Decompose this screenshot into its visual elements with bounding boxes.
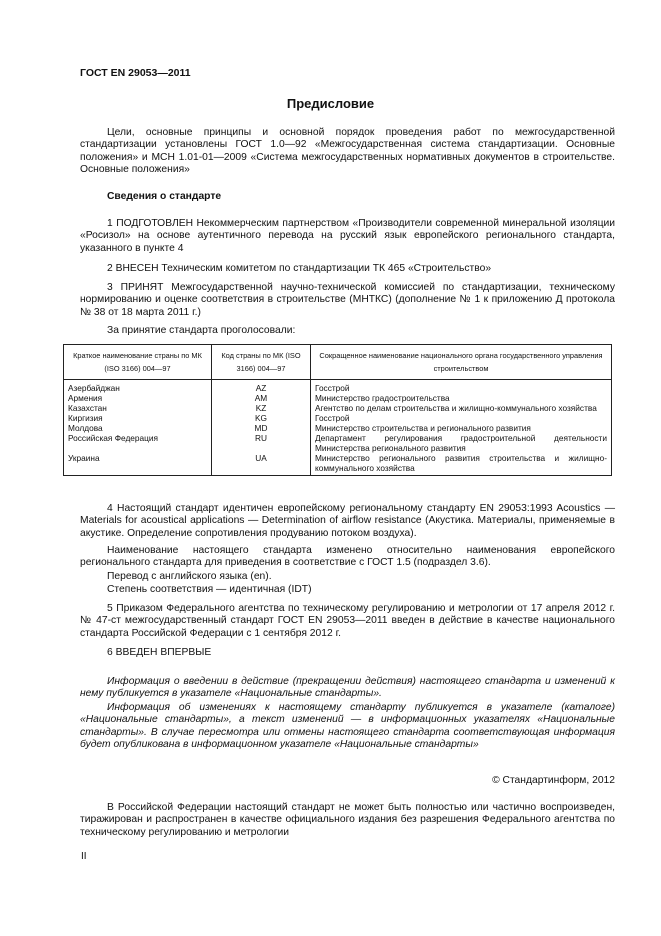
table-header-country: Краткое наименование страны по МК (ISO 3166) 004—97 bbox=[64, 345, 212, 380]
item-6: 6 ВВЕДЕН ВПЕРВЫЕ bbox=[107, 647, 212, 658]
table-header-code: Код страны по МК (ISO 3166) 004—97 bbox=[212, 345, 311, 380]
authority-cell: Департамент регулирования градостроительной деятельности Министерства регионального развития bbox=[311, 433, 612, 453]
table-row bbox=[64, 393, 612, 403]
item-4-name-note: Наименование настоящего стандарта изменено относительно наименования европейского регионального стандарта для приведения в соответствие с ГОСТ 1.5 (подраздел 3.6). bbox=[80, 545, 615, 569]
authority-cell: Министерство строительства и регионального развития bbox=[311, 423, 612, 433]
voting-table bbox=[63, 344, 612, 476]
country-cell: Азербайджан bbox=[64, 380, 212, 394]
code-cell: KZ bbox=[212, 403, 311, 413]
authority-cell: Госстрой bbox=[311, 380, 612, 394]
page-title: Предисловие bbox=[286, 96, 375, 111]
item-4-degree: Степень соответствия — идентичная (IDT) bbox=[107, 584, 312, 595]
code-cell: KG bbox=[212, 413, 311, 423]
code-cell: MD bbox=[212, 423, 311, 433]
country-cell: Российская Федерация bbox=[64, 433, 212, 453]
reproduction-notice: В Российской Федерации настоящий стандарт не может быть полностью или частично воспроизведен, тиражирован и распространен в качестве официального издания без разрешения Федерального агентства по техническому регулированию и метрологии bbox=[80, 802, 615, 838]
country-cell: Киргизия bbox=[64, 413, 212, 423]
country-cell: Армения bbox=[64, 393, 212, 403]
section-heading: Сведения о стандарте bbox=[107, 191, 222, 202]
item-4: 4 Настоящий стандарт идентичен европейскому региональному стандарту EN 29053:1993 Acoustics — Materials for acoustical applications — Determination of airflow resistance (Акустика. Материалы, применяемые в акустике. Определение сопротивления продуванию потоком воздуха). bbox=[80, 503, 615, 539]
table-row bbox=[64, 423, 612, 433]
table-row bbox=[64, 453, 612, 476]
country-cell: Украина bbox=[64, 453, 212, 476]
copyright-line: © Стандартинформ, 2012 bbox=[492, 775, 615, 786]
page-number: II bbox=[81, 851, 87, 862]
code-cell: RU bbox=[212, 433, 311, 453]
notice-changes: Информация об изменениях к настоящему стандарту публикуется в указателе (каталоге) «Национальные стандарты», а текст изменений — в информационных указателях «Национальные стандарты». В случае пересмотра или отмены настоящего стандарта соответствующая информация будет опубликована в информационном указателе «Национальные стандарты» bbox=[80, 702, 615, 751]
table-header-authority: Сокращенное наименование национального органа государственного управления строительством bbox=[311, 345, 612, 380]
notice-introduction: Информация о введении в действие (прекращении действия) настоящего стандарта и изменений к нему публикуется в указателе «Национальные стандарты». bbox=[80, 676, 615, 700]
item-3: 3 ПРИНЯТ Межгосударственной научно-технической комиссией по стандартизации, техническому нормированию и оценке соответствия в строительстве (МНТКС) (дополнение № 1 к приложению Д протокола № 38 от 18 марта 2011 г.) bbox=[80, 282, 615, 318]
authority-cell: Министерство регионального развития строительства и жилищно-коммунального хозяйства bbox=[311, 453, 612, 476]
table-row bbox=[64, 413, 612, 423]
item-4-translation: Перевод с английского языка (en). bbox=[107, 571, 272, 582]
country-cell: Молдова bbox=[64, 423, 212, 433]
table-row bbox=[64, 433, 612, 453]
table-row bbox=[64, 380, 612, 394]
table-header-row bbox=[64, 345, 612, 380]
code-cell: AM bbox=[212, 393, 311, 403]
code-cell: UA bbox=[212, 453, 311, 476]
country-cell: Казахстан bbox=[64, 403, 212, 413]
item-2: 2 ВНЕСЕН Техническим комитетом по стандартизации ТК 465 «Строительство» bbox=[107, 263, 492, 274]
item-1: 1 ПОДГОТОВЛЕН Некоммерческим партнерством «Производители современной минеральной изоляции «Росизол» на основе аутентичного перевода на русский язык европейского регионального стандарта, указанного в пункте 4 bbox=[80, 218, 615, 254]
authority-cell: Министерство градостроительства bbox=[311, 393, 612, 403]
intro-paragraph: Цели, основные принципы и основной порядок проведения работ по межгосударственной стандартизации установлены ГОСТ 1.0—92 «Межгосударственная система стандартизации. Основные положения» и МСН 1.01-01—2009 «Система межгосударственных нормативных документов в строительстве. Основные положения» bbox=[80, 127, 615, 176]
authority-cell: Госстрой bbox=[311, 413, 612, 423]
document-code: ГОСТ EN 29053—2011 bbox=[80, 67, 191, 79]
code-cell: AZ bbox=[212, 380, 311, 394]
item-5: 5 Приказом Федерального агентства по техническому регулированию и метрологии от 17 апреля 2012 г. № 47-ст межгосударственный стандарт ГОСТ EN 29053—2011 введен в действие в качестве национального стандарта Российской Федерации с 1 сентября 2012 г. bbox=[80, 603, 615, 639]
authority-cell: Агентство по делам строительства и жилищно-коммунального хозяйства bbox=[311, 403, 612, 413]
table-row bbox=[64, 403, 612, 413]
vote-intro: За принятие стандарта проголосовали: bbox=[107, 325, 296, 336]
